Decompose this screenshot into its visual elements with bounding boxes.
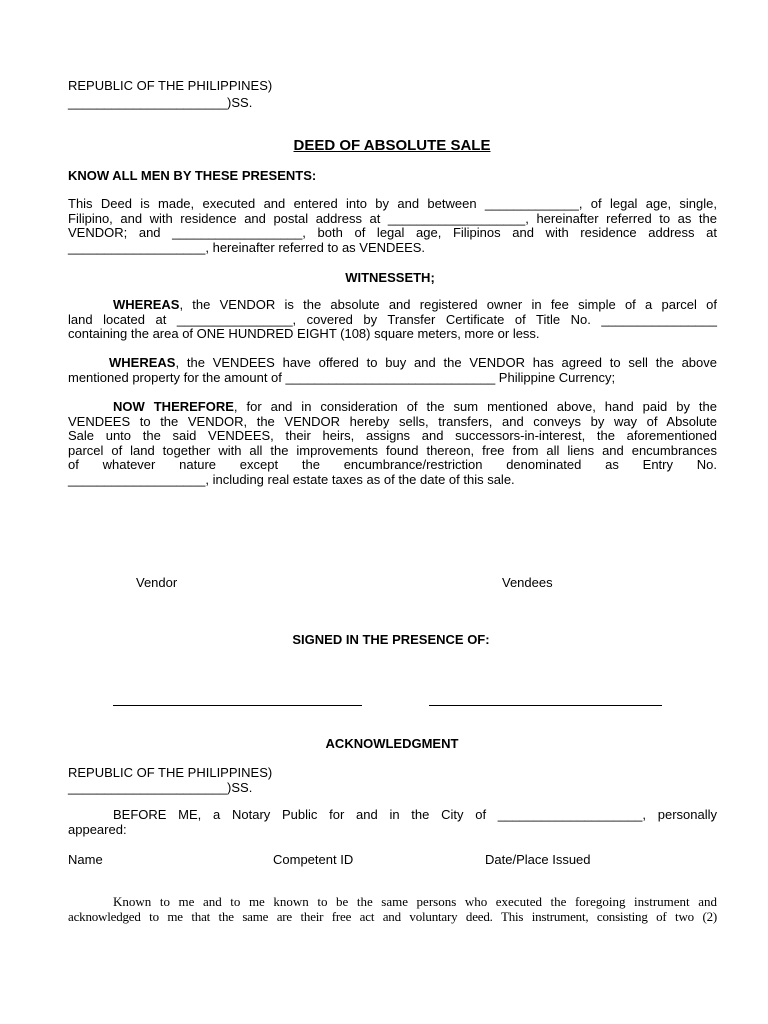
- whereas-paragraph-1: [68, 298, 717, 342]
- whereas-1-line: land located at ________________, covered by Transfer Certificate of Title No. ________________: [68, 311, 717, 327]
- now-therefore-line: ___________________, including real estate taxes as of the date of this sale.: [68, 471, 515, 487]
- signed-presence-heading: SIGNED IN THE PRESENCE OF:: [292, 632, 490, 647]
- intro-line: ___________________, hereinafter referred to as VENDEES.: [68, 239, 426, 255]
- now-therefore-keyword: NOW THEREFORE: [113, 399, 234, 414]
- ss-line: ______________________)SS.: [68, 95, 253, 110]
- column-date-place: Date/Place Issued: [485, 852, 591, 867]
- before-me-paragraph: [68, 808, 717, 837]
- intro-line: This Deed is made, executed and entered into by and between _____________, of legal age, single,: [68, 196, 717, 211]
- now-therefore-paragraph: [68, 400, 717, 487]
- witness-signature-line-1: [113, 705, 362, 706]
- now-therefore-line: [68, 400, 717, 415]
- intro-line: Filipino, and with residence and postal address at ___________________, hereinafter referred to as the: [68, 210, 717, 226]
- whereas-1-line: containing the area of ONE HUNDRED EIGHT (108) square meters, more or less.: [68, 326, 540, 341]
- whereas-2-line: mentioned property for the amount of _____________________________ Philippine Currency;: [68, 369, 616, 385]
- whereas-2-line: [68, 356, 717, 371]
- known-line: Known to me and to me known to be the same persons who executed the foregoing instrument and: [113, 894, 717, 909]
- now-therefore-line: parcel of land together with all the improvements found thereon, free from all liens and encumbrances: [68, 442, 717, 458]
- whereas-1-line: [68, 298, 717, 313]
- before-me-line: appeared:: [68, 821, 127, 837]
- know-all-heading: KNOW ALL MEN BY THESE PRESENTS:: [68, 168, 317, 183]
- vendor-label: Vendor: [136, 575, 178, 590]
- now-therefore-text: , for and in consideration of the sum mentioned above, hand paid by the: [233, 399, 717, 414]
- intro-line: VENDOR; and __________________, both of legal age, Filipinos and with residence address at: [68, 225, 717, 240]
- republic-header: REPUBLIC OF THE PHILIPPINES): [68, 78, 273, 93]
- column-competent-id: Competent ID: [273, 852, 354, 867]
- intro-paragraph: [68, 197, 717, 255]
- vendees-label: Vendees: [502, 575, 553, 590]
- known-line: acknowledged to me that the same are their free act and voluntary deed. This instrument, consisting of two (2): [68, 908, 717, 924]
- ack-ss-line: ______________________)SS.: [68, 780, 253, 795]
- now-therefore-line: of whatever nature except the encumbrance/restriction denominated as Entry No.: [68, 457, 717, 472]
- whereas-1-text: , the VENDOR is the absolute and registered owner in fee simple of a parcel of: [179, 297, 717, 312]
- acknowledgment-heading: ACKNOWLEDGMENT: [325, 736, 459, 751]
- now-therefore-line: VENDEES to the VENDOR, the VENDOR hereby sells, transfers, and conveys by way of Absolute: [68, 413, 717, 429]
- whereas-2-text: , the VENDEES have offered to buy and the VENDOR has agreed to sell the above: [175, 355, 717, 370]
- witnesseth-heading: WITNESSETH;: [345, 270, 435, 285]
- now-therefore-line: Sale unto the said VENDEES, their heirs, assigns and successors-in-interest, the aforementioned: [68, 428, 717, 443]
- whereas-paragraph-2: [68, 356, 717, 385]
- known-paragraph: [68, 895, 717, 924]
- whereas-keyword: WHEREAS: [113, 297, 180, 312]
- column-name: Name: [68, 852, 103, 867]
- whereas-keyword: WHEREAS: [109, 355, 176, 370]
- deed-title: DEED OF ABSOLUTE SALE: [293, 137, 491, 154]
- witness-signature-line-2: [429, 705, 662, 706]
- ack-republic-header: REPUBLIC OF THE PHILIPPINES): [68, 765, 273, 780]
- before-me-line: BEFORE ME, a Notary Public for and in the City of ____________________, personally: [113, 807, 717, 822]
